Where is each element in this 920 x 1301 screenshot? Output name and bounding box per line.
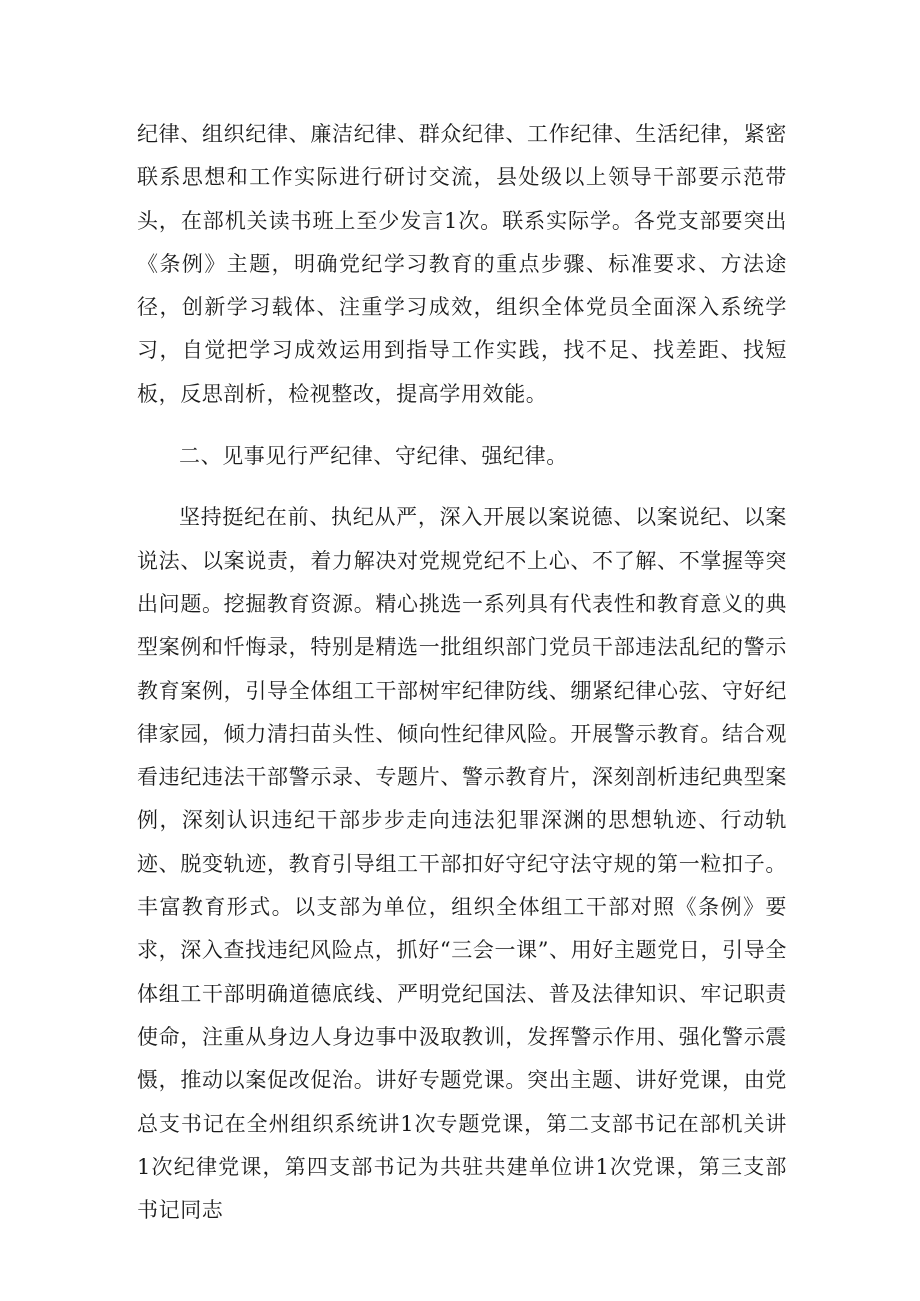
body-paragraph: 坚持挺纪在前、执纪从严，深入开展以案说德、以案说纪、以案说法、以案说责，着力解决对党规党纪不上心、不了解、不掌握等突出问题。挖掘教育资源。精心挑选一系列具有代表性和教育意义的典型案例和忏悔录，特别是精选一批组织部门党员干部违法乱纪的警示教育案例，引导全体组工干部树牢纪律防线、绷紧纪律心弦、守好纪律家园，倾力清扫苗头性、倾向性纪律风险。开展警示教育。结合观看违纪违法干部警示录、专题片、警示教育片，深刻剖析违纪典型案例，深刻认识违纪干部步步走向违法犯罪深渊的思想轨迹、行动轨迹、脱变轨迹，教育引导组工干部扣好守纪守法守规的第一粒扣子。丰富教育形式。以支部为单位，组织全体组工干部对照《条例》要求，深入查找违纪风险点，抓好“三会一课”、用好主题党日，引导全体组工干部明确道德底线、严明党纪国法、普及法律知识、牢记职责使命，注重从身边人身边事中汲取教训，发挥警示作用、强化警示震慑，推动以案促改促治。讲好专题党课。突出主题、讲好党课，由党总支书记在全州组织系统讲1次专题党课，第二支部书记在部机关讲1次纪律党课，第四支部书记为共驻共建单位讲1次党课，第三支部书记同志 xyxy=(137,505,787,1223)
document-page xyxy=(137,113,787,1232)
continued-paragraph: 纪律、组织纪律、廉洁纪律、群众纪律、工作纪律、生活纪律，紧密联系思想和工作实际进行研讨交流，县处级以上领导干部要示范带头，在部机关读书班上至少发言1次。联系实际学。各党支部要突出《条例》主题，明确党纪学习教育的重点步骤、标准要求、方法途径，创新学习载体、注重学习成效，组织全体党员全面深入系统学习，自觉把学习成效运用到指导工作实践，找不足、找差距、找短板，反思剖析，检视整改，提高学用效能。 xyxy=(137,122,787,406)
section-heading: 二、见事见行严纪律、守纪律、强纪律。 xyxy=(179,444,568,469)
